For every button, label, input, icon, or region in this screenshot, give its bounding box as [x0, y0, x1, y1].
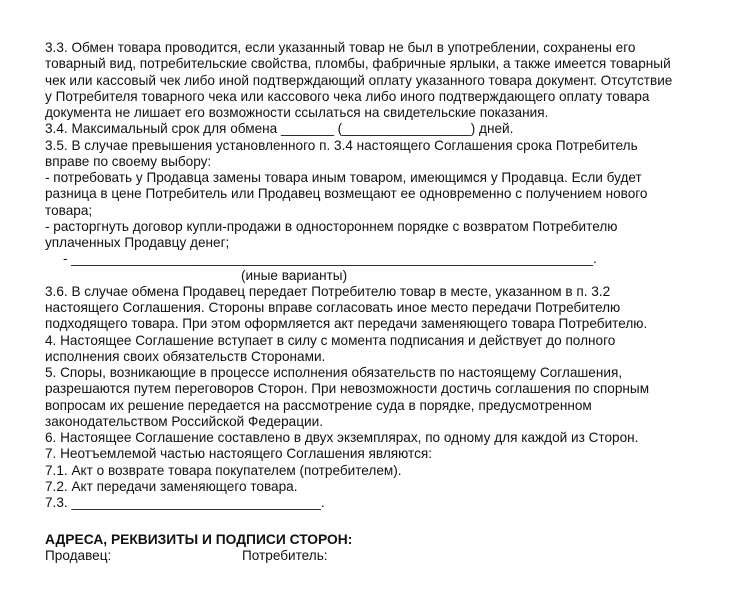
text-line: законодательством Российской Федерации.: [45, 413, 323, 429]
text-line: - расторгнуть договор купли-продажи в одностороннем порядке с возвратом Потребителю: [45, 218, 618, 234]
text-line: у Потребителя товарного чека или кассового чека либо иного подтверждающего оплату товара: [45, 88, 650, 104]
text-line: - потребовать у Продавца замены товара иным товаром, имеющимся у Продавца. Если будет: [45, 170, 642, 185]
text-line: 5. Споры, возникающие в процессе исполнения обязательств по настоящему Соглашения,: [45, 365, 623, 380]
blank-caption: (иные варианты): [241, 267, 348, 283]
signatories-row: [45, 548, 694, 565]
text-line: настоящего Соглашения. Стороны вправе согласовать иное место передачи Потребителю: [45, 300, 621, 315]
text-line: исполнения своих обязательств Сторонами.: [45, 348, 326, 364]
text-line: товарный вид, потребительские свойства, пломбы, фабричные ярлыки, а также имеется товарный: [45, 56, 671, 72]
seller-label: Продавец:: [45, 548, 112, 564]
text-line: разрешаются путем переговоров Сторон. При невозможности достичь соглашения по спорным: [45, 381, 650, 397]
text-line: 7.1. Акт о возврате товара покупателем (потребителем).: [45, 462, 402, 478]
text-line: 3.6. В случае обмена Продавец передает Потребителю товар в месте, указанном в п. 3.2: [45, 283, 611, 299]
text-line: 7.3. _________________________________.: [45, 495, 325, 510]
text-line: уплаченных Продавцу денег;: [45, 235, 230, 250]
consumer-label: Потребитель:: [242, 548, 328, 564]
text-line: 3.3. Обмен товара проводится, если указанный товар не был в употреблении, сохранены его: [45, 40, 636, 55]
text-line: 7. Неотъемлемой частью настоящего Соглашения являются:: [45, 446, 433, 462]
text-line: 3.4. Максимальный срок для обмена _______ (_________________) дней.: [45, 121, 514, 137]
text-line: документа не лишает его возможности ссылаться на свидетельские показания.: [45, 105, 549, 120]
text-line: вправе по своему выбору:: [45, 153, 212, 169]
section-heading: АДРЕСА, РЕКВИЗИТЫ И ПОДПИСИ СТОРОН:: [45, 532, 353, 548]
text-line: 3.5. В случае превышения установленного п. 3.4 настоящего Соглашения срока Потребитель: [45, 137, 638, 153]
text-line: вопросам их решение передается на рассмотрение суда в порядке, предусмотренном: [45, 397, 592, 413]
blank-option-line: - _____________________________________________________________________.: [63, 251, 597, 267]
text-line: товара;: [45, 202, 93, 218]
text-line: 4. Настоящее Соглашение вступает в силу с момента подписания и действует до полного: [45, 332, 616, 348]
text-line: 6. Настоящее Соглашение составлено в двух экземплярах, по одному для каждой из Сторон.: [45, 430, 639, 445]
text-line: 7.2. Акт передачи заменяющего товара.: [45, 478, 298, 494]
text-line: разница в цене Потребитель или Продавец возмещают ее одновременно с получением нового: [45, 186, 648, 202]
text-line: подходящего товара. При этом оформляется акт передачи заменяющего товара Потребителю.: [45, 316, 648, 332]
text-line: чек или кассовый чек либо иной подтверждающий оплату указанного товара документ. Отсутствие: [45, 72, 673, 88]
